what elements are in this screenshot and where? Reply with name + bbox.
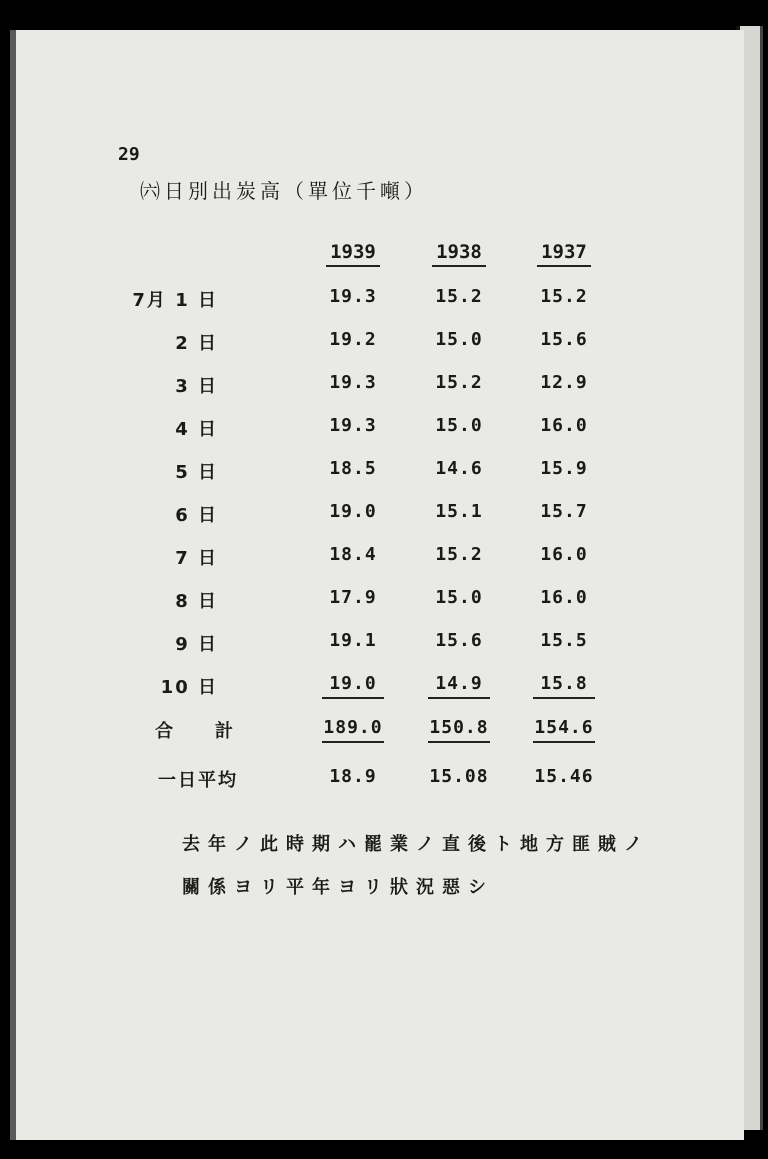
value-cell-1938: 15.6 (435, 630, 483, 651)
day-label: 4 日 (175, 419, 218, 440)
note-line-2: 關係ヨリ平年ヨリ狀況惡シ (182, 877, 494, 898)
table-row (0, 286, 728, 316)
value-cell-1937: 15.6 (540, 329, 588, 350)
value-cell-1937: 15.7 (540, 501, 588, 522)
value-cell-1938: 15.0 (435, 415, 483, 436)
page-number: 29 (118, 144, 140, 165)
table-row (0, 673, 728, 703)
day-label: 6 日 (175, 505, 218, 526)
table-row (0, 501, 728, 531)
table-row (0, 458, 728, 488)
value-cell-1939: 19.0 (322, 673, 384, 699)
average-1938: 15.08 (429, 766, 489, 787)
table-row (0, 587, 728, 617)
day-label: 7 日 (175, 548, 218, 569)
table-row (0, 544, 728, 574)
year-header-1939: 1939 (326, 241, 380, 267)
value-cell-1938: 15.1 (435, 501, 483, 522)
table-row (0, 329, 728, 359)
table-row (0, 372, 728, 402)
day-label: 10 日 (160, 677, 218, 698)
average-row (0, 766, 728, 796)
value-cell-1938: 14.6 (435, 458, 483, 479)
value-cell-1939: 19.3 (329, 286, 377, 307)
value-cell-1938: 15.0 (435, 329, 483, 350)
value-cell-1938: 15.2 (435, 372, 483, 393)
value-cell-1937: 12.9 (540, 372, 588, 393)
table-title: ㈥日別出炭高（單位千噸） (140, 179, 428, 203)
total-1938: 150.8 (428, 717, 490, 743)
day-label: 7月 1 日 (132, 290, 218, 311)
day-label: 8 日 (175, 591, 218, 612)
value-cell-1937: 15.9 (540, 458, 588, 479)
total-label: 合計 (155, 721, 275, 742)
average-1937: 15.46 (534, 766, 594, 787)
value-cell-1939: 18.4 (329, 544, 377, 565)
total-row (0, 717, 728, 747)
value-cell-1938: 15.2 (435, 286, 483, 307)
value-cell-1939: 19.0 (329, 501, 377, 522)
value-cell-1938: 15.2 (435, 544, 483, 565)
value-cell-1939: 17.9 (329, 587, 377, 608)
value-cell-1939: 18.5 (329, 458, 377, 479)
table-row (0, 415, 728, 445)
value-cell-1939: 19.1 (329, 630, 377, 651)
value-cell-1937: 16.0 (540, 415, 588, 436)
value-cell-1937: 15.8 (533, 673, 595, 699)
table-row (0, 630, 728, 660)
value-cell-1939: 19.3 (329, 372, 377, 393)
year-header-1937: 1937 (537, 241, 591, 267)
total-1939: 189.0 (322, 717, 384, 743)
value-cell-1937: 16.0 (540, 587, 588, 608)
value-cell-1939: 19.2 (329, 329, 377, 350)
average-1939: 18.9 (329, 766, 377, 787)
value-cell-1937: 15.2 (540, 286, 588, 307)
value-cell-1937: 15.5 (540, 630, 588, 651)
note-line-1: 去年ノ此時期ハ罷業ノ直後ト地方匪賊ノ (182, 834, 650, 855)
value-cell-1937: 16.0 (540, 544, 588, 565)
year-header-1938: 1938 (432, 241, 486, 267)
value-cell-1938: 14.9 (428, 673, 490, 699)
day-label: 9 日 (175, 634, 218, 655)
day-label: 3 日 (175, 376, 218, 397)
average-label: 一日平均 (158, 770, 238, 791)
day-label: 5 日 (175, 462, 218, 483)
value-cell-1938: 15.0 (435, 587, 483, 608)
value-cell-1939: 19.3 (329, 415, 377, 436)
day-label: 2 日 (175, 333, 218, 354)
total-1937: 154.6 (533, 717, 595, 743)
